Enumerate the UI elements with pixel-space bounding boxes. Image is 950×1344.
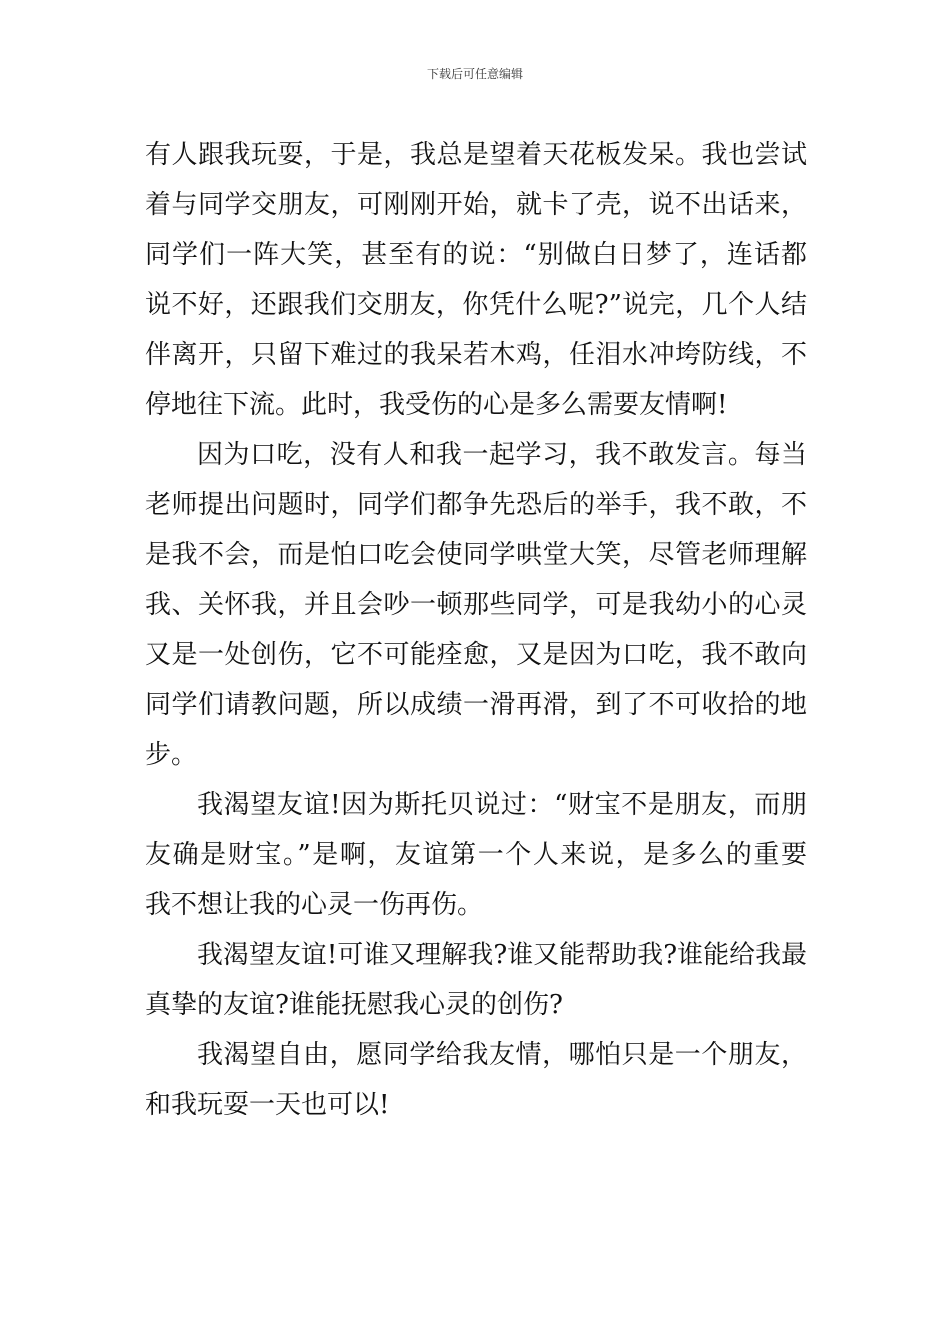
- text-line-9: 是我不会，而是怕口吃会使同学哄堂大笑，尽管老师理解: [145, 540, 807, 570]
- text-line-17: 我渴望友谊!可谁又理解我?谁又能帮助我?谁能给我最: [197, 940, 807, 970]
- text-line-11: 又是一处创伤，它不可能痊愈，又是因为口吃，我不敢向: [145, 640, 807, 670]
- text-line-6: 停地往下流。此时，我受伤的心是多么需要友情啊!: [145, 390, 728, 420]
- text-line-8: 老师提出问题时，同学们都争先恐后的举手，我不敢，不: [145, 490, 807, 520]
- text-line-1: 有人跟我玩耍，于是，我总是望着天花板发呆。我也尝试: [145, 140, 807, 170]
- text-line-13: 步。: [145, 740, 198, 770]
- text-line-4: 说不好，还跟我们交朋友，你凭什么呢?”说完，几个人结: [145, 290, 807, 320]
- text-line-14: 我渴望友谊!因为斯托贝说过：“财宝不是朋友，而朋: [197, 790, 807, 820]
- body-text: [145, 130, 807, 1130]
- text-line-5: 伴离开，只留下难过的我呆若木鸡，任泪水冲垮防线，不: [145, 340, 807, 370]
- text-line-2: 着与同学交朋友，可刚刚开始，就卡了壳，说不出话来，: [145, 190, 807, 220]
- text-line-15: 友确是财宝。”是啊，友谊第一个人来说，是多么的重要: [145, 840, 807, 870]
- text-line-20: 和我玩耍一天也可以!: [145, 1090, 390, 1120]
- text-line-7: 因为口吃，没有人和我一起学习，我不敢发言。每当: [197, 440, 807, 470]
- text-line-16: 我不想让我的心灵一伤再伤。: [145, 890, 484, 920]
- text-line-19: 我渴望自由，愿同学给我友情，哪怕只是一个朋友，: [197, 1040, 807, 1070]
- page-header: 下载后可任意编辑: [426, 67, 523, 81]
- text-line-3: 同学们一阵大笑，甚至有的说：“别做白日梦了，连话都: [145, 240, 807, 270]
- text-line-18: 真挚的友谊?谁能抚慰我心灵的创伤?: [145, 990, 563, 1020]
- text-line-12: 同学们请教问题，所以成绩一滑再滑，到了不可收拾的地: [145, 690, 807, 720]
- text-line-10: 我、关怀我，并且会吵一顿那些同学，可是我幼小的心灵: [145, 590, 807, 620]
